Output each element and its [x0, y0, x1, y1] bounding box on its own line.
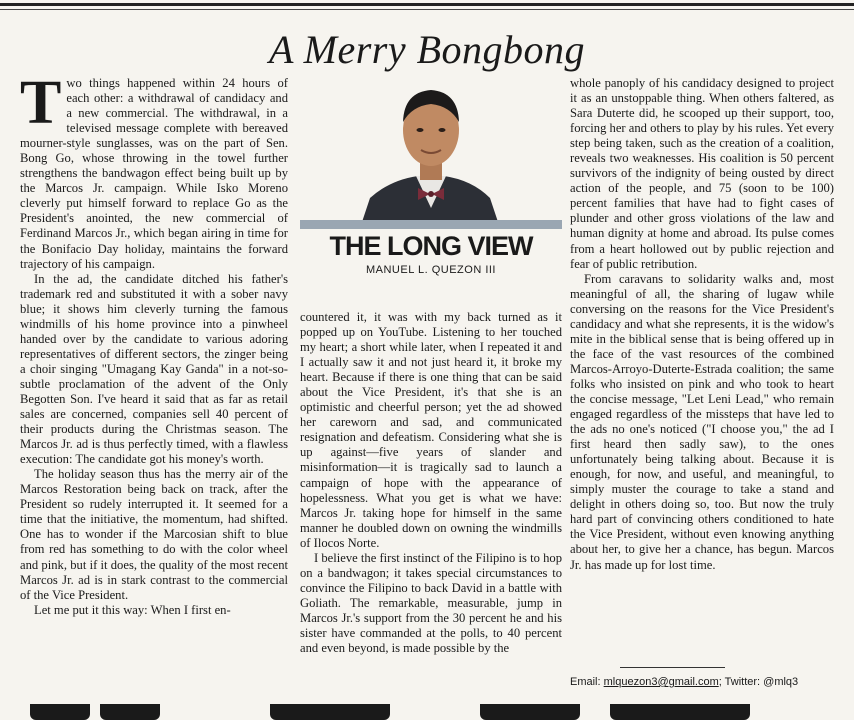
author-contact [570, 676, 840, 688]
paragraph: The holiday season thus has the merry air of the Marcos Restoration being back on track, after the President so rudely interrupted it. It seemed for a time that the initiative, the momentum, had shifted. One has to wonder if the Marcosian shift to blue from red has something to do with the color wheel and pink, but if it does, the quality of the most recent Marcos Jr. ad is in stark contrast to the commercial of the Vice President. [20, 467, 288, 602]
paragraph: In the ad, the candidate ditched his father's trademark red and substituted it with a sober navy blue; it shows him cleverly turning the famous windmills of his home province into a pinwheel handed over by the candidate to various adoring representatives of different sectors, the zinger being a choir singing "Umagang Kay Ganda" in a not-so-subtle proclamation of the advent of the Only Begotten Son. I've heard it said that as far as retail sales are concerned, companies sell 40 percent of their products during the Christmas season. The Marcos Jr. ad is thus perfectly timed, with a flawless execution: The candidate got his money's worth. [20, 271, 288, 467]
divider [620, 667, 725, 668]
email-link[interactable]: mlquezon3@gmail.com [603, 676, 719, 688]
article-column-1 [20, 69, 288, 618]
top-rule-thin [0, 9, 854, 10]
column-name: THE LONG VIEW [329, 231, 533, 261]
top-rule [0, 3, 854, 6]
paragraph: Two things happened within 24 hours of each other: a withdrawal of candidacy and a new commercial. The withdrawal, in a televised message complete with bereaved mourner-style sunglasses, was on the part of Sen. Bong Go, whose throwing in the towel further strengthens the bandwagon effect being built up by the Marcos Jr. campaign. While Isko Moreno cleverly put himself forward to replace Go as the President's anointed, the new commercial of Ferdinand Marcos Jr., which began airing in time for the Bonifacio Day holiday, maintains the forward trajectory of his campaign. [20, 69, 288, 271]
email-label: Email: [570, 676, 604, 688]
paragraph: From caravans to solidarity walks and, most meaningful of all, the sharing of lugaw while conversing on the reasons for the Vice President's candidacy and what she represents, it is the widow's mite in the biblical sense that is being offered up in the face of the vast resources of the combined Marcos-Arroyo-Duterte-Estrada coalition; the same folks who insisted on pink and who took to heart the concise message, "Let Leni Lead," who remain engaged regardless of the missteps that have led to the ads no one's noticed ("I choose you," the ad I first heard then sadly saw), to the ones unfortunately being talking about. Because it is enough, for now, and useful, and meaningful, to simply muster the courage to take a stand and delight in others doing so, too. But now the truly hard part of convincing others conditioned to hate the Vice President, without even knowing anything about her, to give her a chance, has begun. Marcos Jr. has made up for lost time. [570, 271, 834, 572]
article-column-3 [570, 76, 834, 573]
paragraph: I believe the first instinct of the Filipino is to hop on a bandwagon; it takes special circumstances to convince the Filipino to back David in a battle with Goliath. The remarkable, measurable, jump in Marcos Jr.'s support from the 30 percent he and his sister have commanded at the polls, to 40 percent and even beyond, is made possible by the [300, 550, 562, 656]
twitter-handle[interactable]: @mlq3 [763, 676, 799, 688]
twitter-label: ; Twitter: [718, 676, 764, 688]
paragraph: countered it, it was with my back turned as it popped up on YouTube. Listening to her touched my heart; a short while later, when I repeated it and I actually saw it and not just heard it, it broke my heart. Because if there is one thing that can be said about the Vice President, it's that she is an optimistic and cheerful person; yet the ad showed her careworn and sad, and communicated resignation and defeatism. Considering what she is up against—five years of slander and misinformation—it is tragically sad to launch a campaign of hope with the appearance of hopelessness. What you get is what we have: Marcos Jr. taking hope for himself in the same manner he doubled down on owning the windmills of Ilocos Norte. [300, 310, 562, 550]
article-column-2 [300, 310, 562, 656]
next-headline-cropped [10, 704, 850, 720]
byline: MANUEL L. QUEZON III [365, 264, 496, 276]
paragraph: whole panoply of his candidacy designed to project it as an unstoppable thing. When others faltered, as Sara Duterte did, he scooped up their support, too, forcing her and others to play by his rules. Yet every step being taken, such as the creation of a coalition, reveals two weaknesses. His coalition is 50 percent survivors of the indignity of being ousted by direct action of the people, and 75 (soon to be 100) percent families that have had to fight cases of plunder and other gross violations of the law and human dignity at home and abroad. Its pulse comes from a heart hollowed out by public rejection and fear of public retribution. [570, 76, 834, 271]
paragraph: Let me put it this way: When I first en- [34, 602, 231, 617]
drop-cap: T [20, 69, 62, 137]
headline: A Merry Bongbong [268, 27, 586, 72]
photo-bar [300, 220, 562, 229]
columnist-photo-icon [300, 80, 562, 228]
